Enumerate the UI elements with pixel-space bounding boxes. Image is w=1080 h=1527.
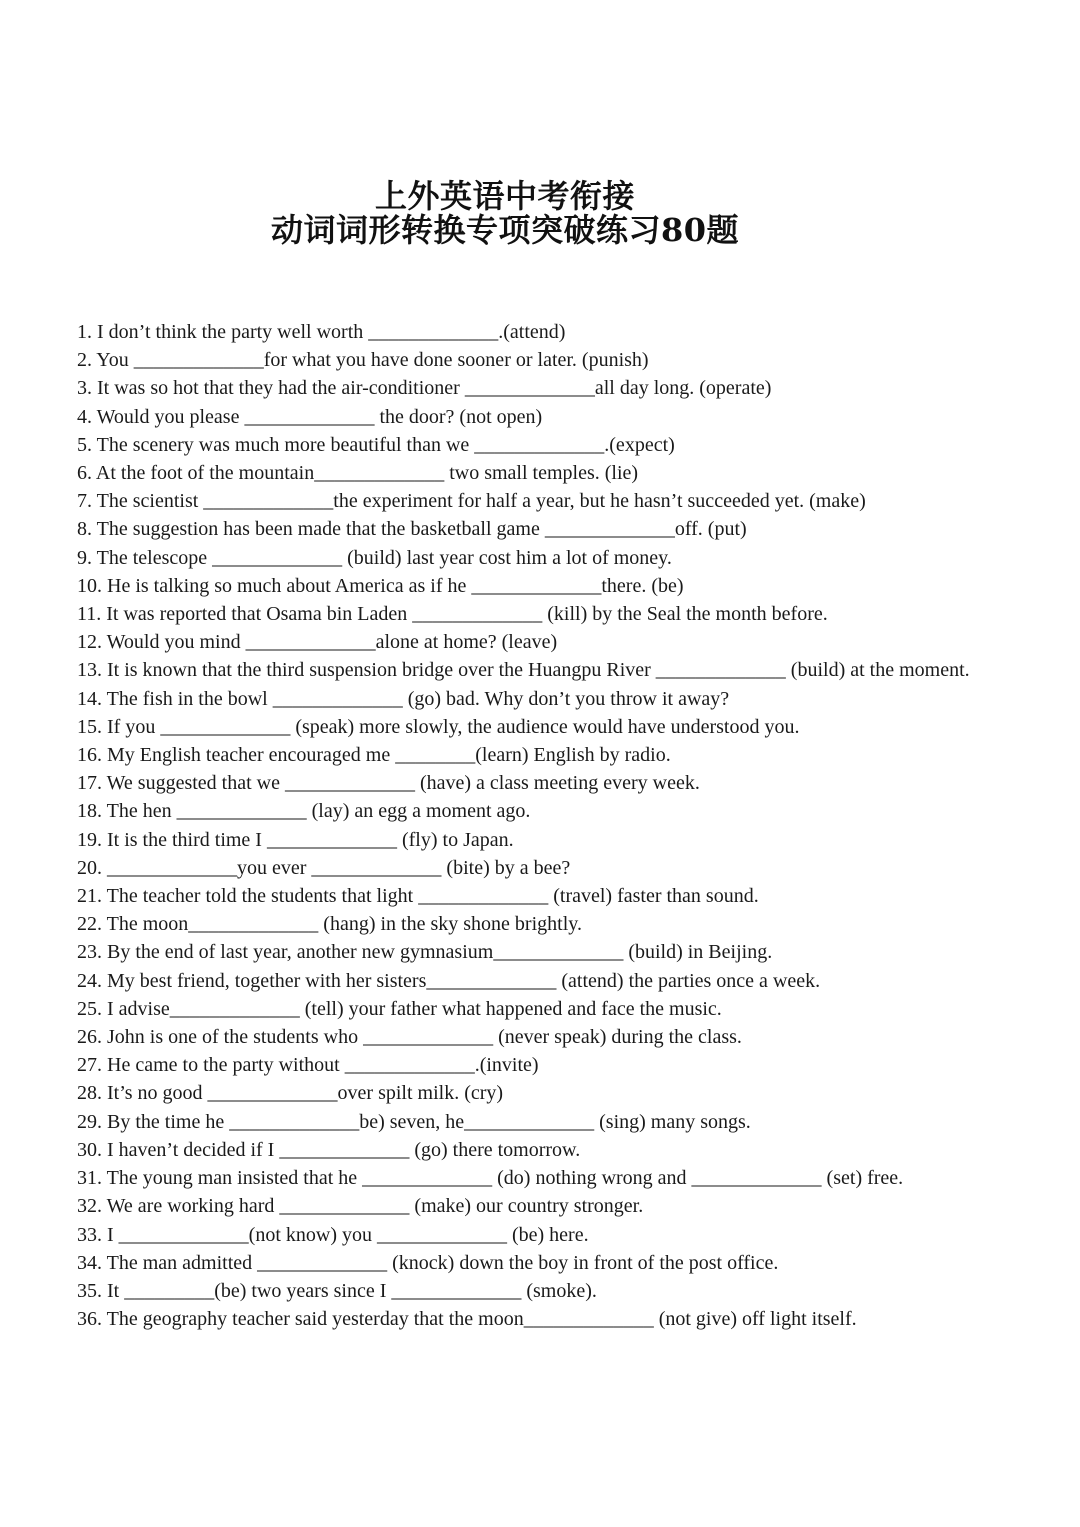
question-item: 35. It _________(be) two years since I _____________ (smoke). — [77, 1279, 597, 1302]
question-item: 33. I _____________(not know) you _____________ (be) here. — [77, 1223, 589, 1246]
question-item: 14. The fish in the bowl _____________ (go) bad. Why don’t you throw it away? — [77, 687, 730, 710]
question-item: 30. I haven’t decided if I _____________ (go) there tomorrow. — [77, 1138, 581, 1161]
question-item: 12. Would you mind _____________alone at home? (leave) — [77, 631, 558, 654]
question-item: 5. The scenery was much more beautiful than we _____________.(expect) — [77, 433, 675, 456]
question-item: 4. Would you please _____________ the door? (not open) — [77, 405, 543, 428]
question-item: 16. My English teacher encouraged me ________(learn) English by radio. — [77, 744, 671, 767]
question-item: 1. I don’t think the party well worth _____________.(attend) — [77, 321, 566, 343]
question-item: 9. The telescope _____________ (build) last year cost him a lot of money. — [77, 546, 672, 569]
question-item: 31. The young man insisted that he _____________ (do) nothing wrong and _____________ (set) free. — [77, 1167, 904, 1190]
question-item: 23. By the end of last year, another new gymnasium_____________ (build) in Beijing. — [77, 941, 773, 964]
question-item: 11. It was reported that Osama bin Laden _____________ (kill) by the Seal the month before. — [77, 603, 828, 626]
question-item: 2. You _____________for what you have done sooner or later. (punish) — [77, 349, 649, 372]
question-item: 19. It is the third time I _____________ (fly) to Japan. — [77, 828, 514, 851]
question-item: 21. The teacher told the students that light _____________ (travel) faster than sound. — [77, 885, 759, 908]
question-item: 13. It is known that the third suspension bridge over the Huangpu River _____________ (build) at the moment. — [77, 659, 970, 682]
question-item: 20. _____________you ever _____________ (bite) by a bee? — [77, 856, 571, 879]
question-item: 28. It’s no good _____________over spilt milk. (cry) — [77, 1082, 504, 1105]
question-item: 29. By the time he _____________be) seven, he_____________ (sing) many songs. — [77, 1110, 751, 1133]
question-item: 3. It was so hot that they had the air-conditioner _____________all day long. (operate) — [77, 377, 772, 400]
question-item: 25. I advise_____________ (tell) your father what happened and face the music. — [77, 997, 722, 1020]
page-subtitle: 动词词形转换专项突破练习80题 — [270, 211, 740, 249]
question-item: 36. The geography teacher said yesterday that the moon_____________ (not give) off light itself. — [77, 1308, 857, 1331]
page-title: 上外英语中考衔接 — [374, 177, 635, 215]
question-item: 26. John is one of the students who _____________ (never speak) during the class. — [77, 1026, 742, 1049]
question-item: 7. The scientist _____________the experiment for half a year, but he hasn’t succeeded yet. (make) — [77, 490, 866, 513]
question-list — [77, 318, 1005, 1333]
question-item: 32. We are working hard _____________ (make) our country stronger. — [77, 1195, 644, 1218]
question-item: 15. If you _____________ (speak) more slowly, the audience would have understood you. — [77, 715, 800, 738]
question-item: 8. The suggestion has been made that the basketball game _____________off. (put) — [77, 518, 747, 541]
question-item: 17. We suggested that we _____________ (have) a class meeting every week. — [77, 772, 700, 795]
question-item: 34. The man admitted _____________ (knock) down the boy in front of the post office. — [77, 1251, 779, 1274]
question-item: 27. He came to the party without _____________.(invite) — [77, 1054, 539, 1077]
question-item: 18. The hen _____________ (lay) an egg a moment ago. — [77, 800, 531, 823]
question-item: 24. My best friend, together with her sisters_____________ (attend) the parties once a week. — [77, 969, 821, 992]
question-item: 6. At the foot of the mountain_____________ two small temples. (lie) — [77, 462, 639, 485]
question-item: 10. He is talking so much about America as if he _____________there. (be) — [77, 574, 684, 597]
question-item: 22. The moon_____________ (hang) in the sky shone brightly. — [77, 913, 582, 936]
